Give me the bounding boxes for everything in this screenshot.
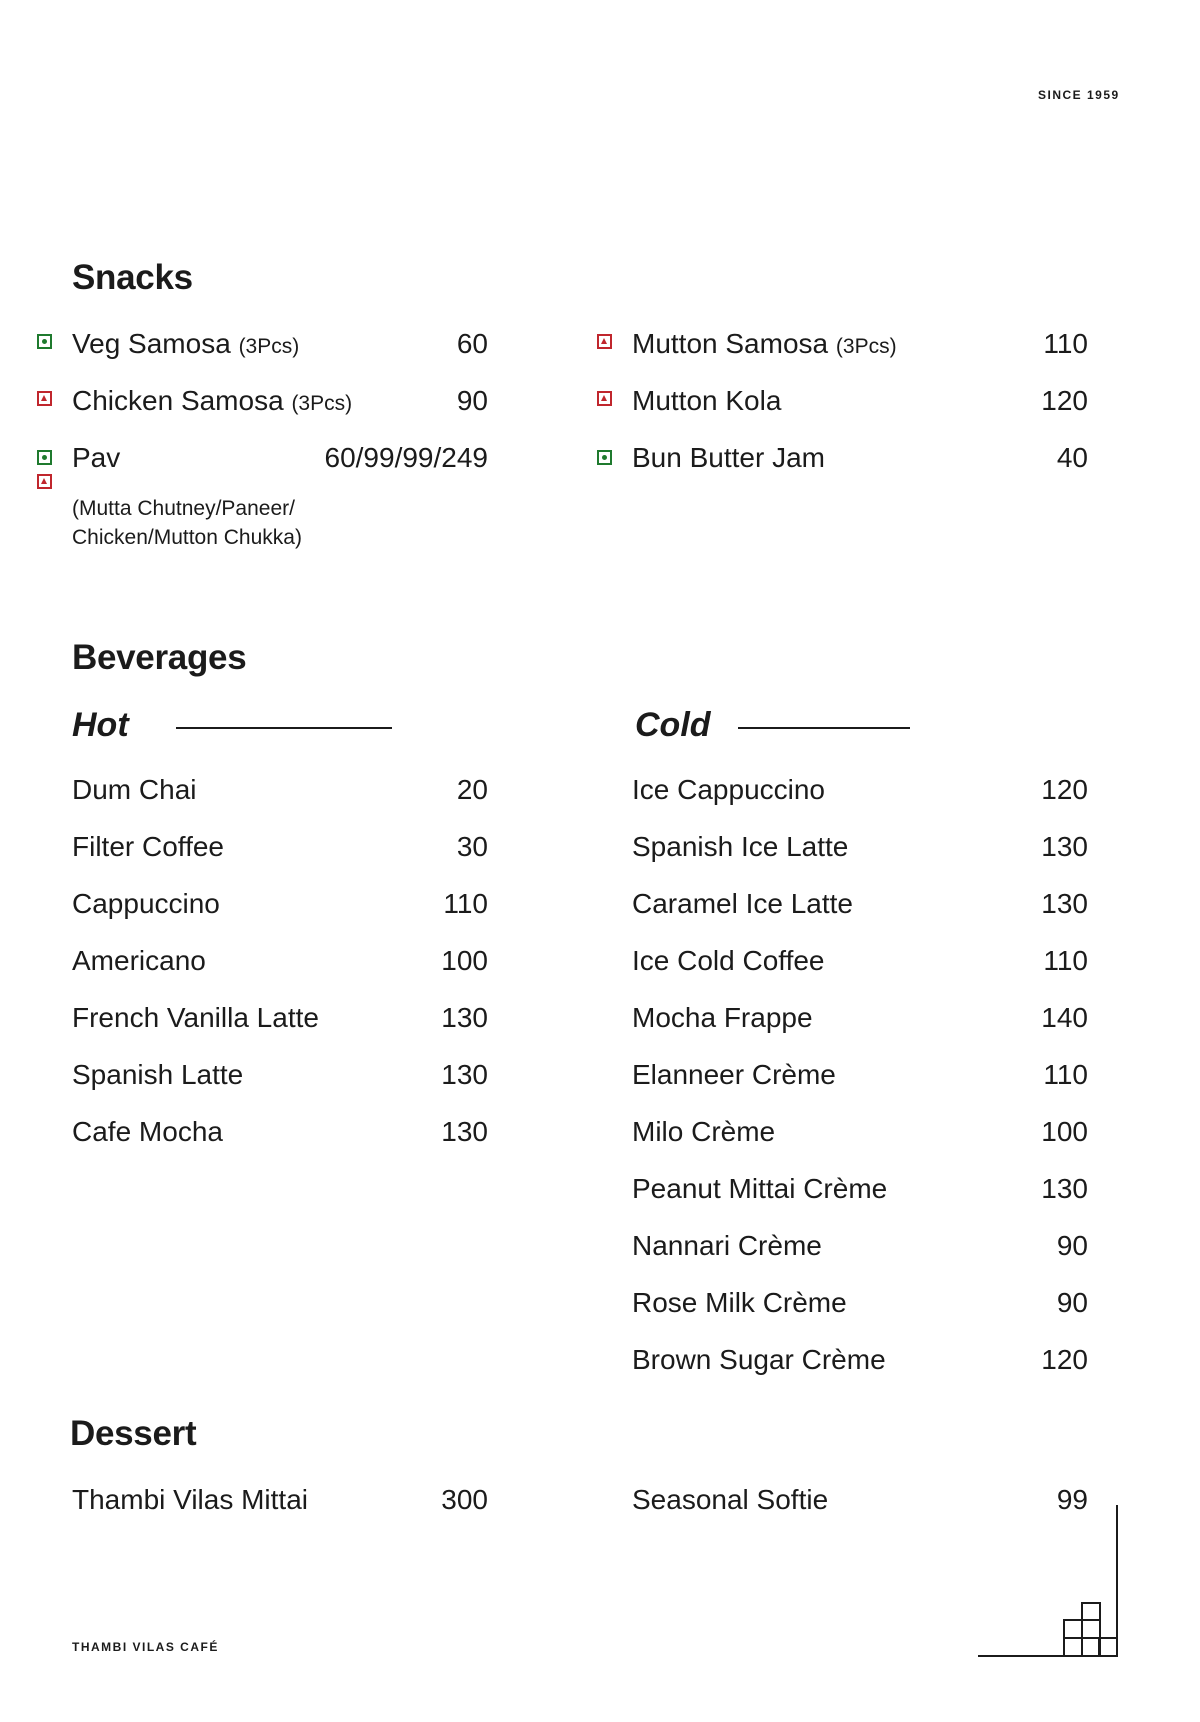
item-name: Cappuccino	[72, 888, 220, 919]
item-price: 130	[441, 1059, 488, 1090]
item-price: 110	[443, 888, 488, 919]
item-price: 120	[1041, 385, 1088, 416]
item-name: Mutton Kola	[632, 385, 782, 416]
item-price: 100	[1041, 1116, 1088, 1147]
corner-ornament-icon	[978, 1505, 1120, 1665]
item-name: Brown Sugar Crème	[632, 1344, 886, 1375]
item-price: 130	[441, 1002, 488, 1033]
item-price: 40	[1056, 442, 1088, 473]
item-name: Spanish Ice Latte	[632, 831, 849, 862]
menu-item	[72, 770, 488, 810]
menu-item	[72, 998, 488, 1038]
hot-divider	[176, 727, 392, 729]
item-price: 110	[1043, 1059, 1088, 1090]
menu-item	[632, 1226, 1088, 1266]
menu-item	[632, 941, 1088, 981]
item-name: Caramel Ice Latte	[632, 888, 853, 919]
item-name: Ice Cold Coffee	[632, 945, 825, 976]
item-price: 90	[1056, 1230, 1088, 1261]
item-name: Cafe Mocha	[72, 1116, 223, 1147]
menu-item	[72, 1055, 488, 1095]
beverages-title: Beverages	[72, 638, 247, 677]
cold-divider	[738, 727, 910, 729]
item-name: Nannari Crème	[632, 1230, 822, 1261]
menu-item	[632, 770, 1088, 810]
non-veg-mark-icon	[597, 334, 612, 349]
item-name: Chicken Samosa	[72, 385, 284, 416]
item-price: 120	[1041, 1344, 1088, 1375]
item-price: 110	[1043, 328, 1088, 359]
menu-item-veg-samosa	[72, 324, 488, 364]
item-price: 130	[1041, 831, 1088, 862]
non-veg-mark-icon	[37, 391, 52, 406]
menu-item	[72, 1112, 488, 1152]
item-price: 99	[1056, 1484, 1088, 1515]
item-name: Ice Cappuccino	[632, 774, 826, 805]
menu-item	[632, 827, 1088, 867]
item-qty: (3Pcs)	[835, 335, 897, 358]
item-name: Filter Coffee	[72, 831, 224, 862]
item-price: 120	[1041, 774, 1088, 805]
cold-subtitle: Cold	[635, 706, 711, 744]
menu-item-bun-butter-jam	[632, 438, 1088, 478]
item-price: 130	[1041, 1173, 1088, 1204]
menu-item	[632, 1112, 1088, 1152]
item-name: Mocha Frappe	[632, 1002, 813, 1033]
item-price: 140	[1041, 1002, 1088, 1033]
item-price: 300	[441, 1484, 488, 1515]
veg-mark-icon	[597, 450, 612, 465]
item-qty: (3Pcs)	[291, 392, 353, 415]
item-price: 90	[1056, 1287, 1088, 1318]
item-name: Elanneer Crème	[632, 1059, 836, 1090]
item-name: Americano	[72, 945, 206, 976]
dessert-title: Dessert	[70, 1414, 197, 1453]
item-name: Pav	[72, 442, 121, 473]
item-price: 30	[456, 831, 488, 862]
item-name: Milo Crème	[632, 1116, 776, 1147]
item-name: Dum Chai	[72, 774, 197, 805]
item-name: Peanut Mittai Crème	[632, 1173, 888, 1204]
item-name: Seasonal Softie	[632, 1484, 829, 1515]
non-veg-mark-icon	[37, 474, 52, 489]
menu-item-mutton-samosa	[632, 324, 1088, 364]
veg-mark-icon	[37, 450, 52, 465]
item-price: 20	[456, 774, 488, 805]
non-veg-mark-icon	[597, 391, 612, 406]
menu-item	[632, 1169, 1088, 1209]
veg-mark-icon	[37, 334, 52, 349]
menu-item	[632, 1340, 1088, 1380]
item-name: Thambi Vilas Mittai	[72, 1484, 309, 1515]
snacks-title: Snacks	[72, 258, 193, 297]
item-name: Bun Butter Jam	[632, 442, 825, 473]
item-price: 60/99/99/249	[324, 442, 488, 473]
item-price: 130	[1041, 888, 1088, 919]
pav-options-note: (Mutta Chutney/Paneer/ Chicken/Mutton Chukka)	[72, 497, 302, 549]
menu-item-chicken-samosa	[72, 381, 488, 421]
menu-item-pav	[72, 438, 488, 478]
item-price: 130	[441, 1116, 488, 1147]
menu-item	[72, 1480, 488, 1520]
menu-item	[72, 827, 488, 867]
hot-subtitle: Hot	[72, 706, 129, 744]
item-name: Rose Milk Crème	[632, 1287, 847, 1318]
item-price: 60	[456, 328, 488, 359]
menu-item	[632, 1055, 1088, 1095]
menu-item-mutton-kola	[632, 381, 1088, 421]
since-tagline: SINCE 1959	[1038, 88, 1120, 102]
menu-item	[72, 884, 488, 924]
item-name: Veg Samosa	[72, 328, 231, 359]
item-qty: (3Pcs)	[238, 335, 300, 358]
item-name: French Vanilla Latte	[72, 1002, 319, 1033]
menu-item	[632, 884, 1088, 924]
item-name: Spanish Latte	[72, 1059, 244, 1090]
item-price: 110	[1043, 945, 1088, 976]
item-price: 100	[441, 945, 488, 976]
menu-item	[632, 998, 1088, 1038]
item-price: 90	[456, 385, 488, 416]
menu-item	[72, 941, 488, 981]
menu-item	[632, 1283, 1088, 1323]
footer-brand: THAMBI VILAS CAFÉ	[72, 1640, 219, 1654]
item-name: Mutton Samosa	[632, 328, 829, 359]
